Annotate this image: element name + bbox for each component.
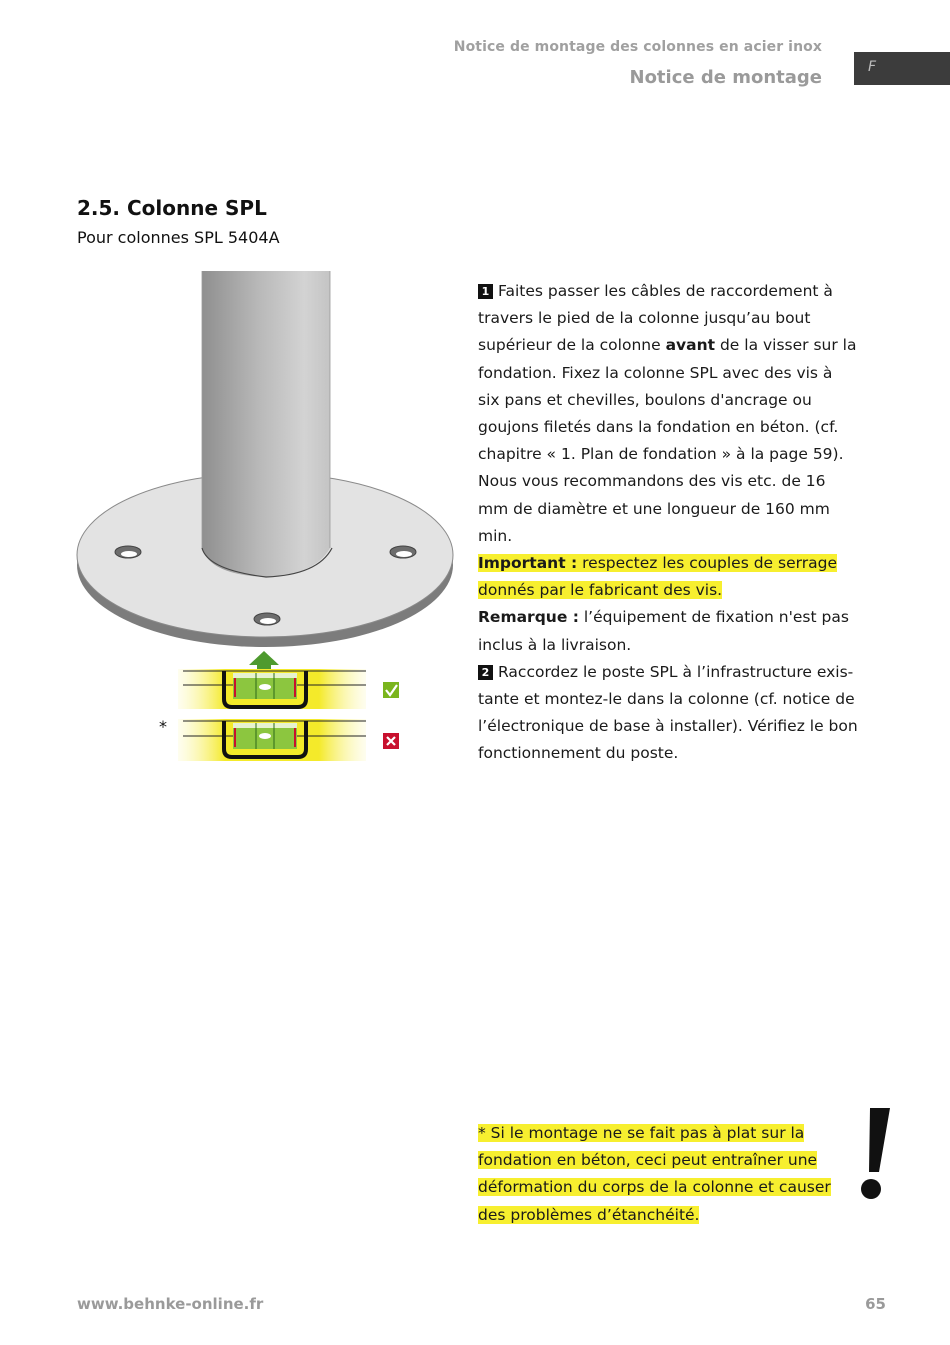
level-incorrect-cross-icon: [383, 733, 399, 749]
level-correct-check-icon: [383, 682, 399, 698]
step-2-number-badge: 2: [478, 665, 493, 680]
header-document-title: Notice de montage des colonnes en acier inox: [453, 39, 822, 55]
step-2-text: Raccordez le poste SPL à l’infrastructure exis-tante et montez-le dans la colonne (cf. notice de l’électronique de base à installer). Vérifiez le bon fonctionnement du poste.: [478, 662, 858, 763]
step-1-bold-word: avant: [665, 336, 716, 355]
step-1-number-badge: 1: [478, 284, 493, 299]
step-1-paragraph: [478, 278, 858, 550]
important-text: respectez les couples de serrage donnés par le fabricant des vis.: [478, 554, 837, 600]
remark-note: [478, 604, 858, 658]
warning-text: * Si le montage ne se fait pas à plat sur la fondation en béton, ceci peut entraîner une déformation du corps de la colonne et causer des problèmes d’étanchéité.: [478, 1124, 831, 1224]
section-title: 2.5. Colonne SPL: [77, 196, 267, 220]
section-subtitle: Pour colonnes SPL 5404A: [77, 228, 280, 247]
exclamation-icon: [852, 1104, 892, 1208]
step-1-text: Faites passer les câbles de raccordement à travers le pied de la colonne jusqu’au bout supérieur de la colonne: [478, 282, 833, 355]
column-mounting-illustration: [70, 265, 460, 774]
warning-note: [478, 1120, 850, 1229]
footer-url[interactable]: www.behnke-online.fr: [77, 1295, 264, 1313]
exclamation-mark-text: !: [852, 1104, 853, 1105]
remark-text: l’équipement de fixation n'est pas inclus à la livraison.: [478, 608, 849, 654]
step-1-text-cont: de la visser sur la fondation. Fixez la colonne SPL avec des vis à six pans et chevilles, boulons d'ancrage ou goujons filetés dans la fondation en béton. (cf. chapitre « 1. Plan de fondation » à la page 59). Nous vous recommandons des vis etc. de 16 mm de diamètre et une longueur de 160 mm min.: [478, 336, 857, 545]
language-tab: F: [854, 52, 950, 85]
spirit-level-correct: [178, 669, 366, 709]
spirit-level-incorrect: [178, 719, 366, 761]
step-2-paragraph: [478, 659, 858, 768]
important-note: [478, 550, 858, 604]
header-section-title: Notice de montage: [629, 67, 822, 88]
important-label: Important :: [478, 554, 578, 573]
asterisk-mark: *: [159, 717, 167, 736]
page-number: 65: [865, 1295, 886, 1313]
column: [202, 271, 332, 577]
remark-label: Remarque :: [478, 608, 579, 627]
instructions-text: [478, 278, 858, 768]
